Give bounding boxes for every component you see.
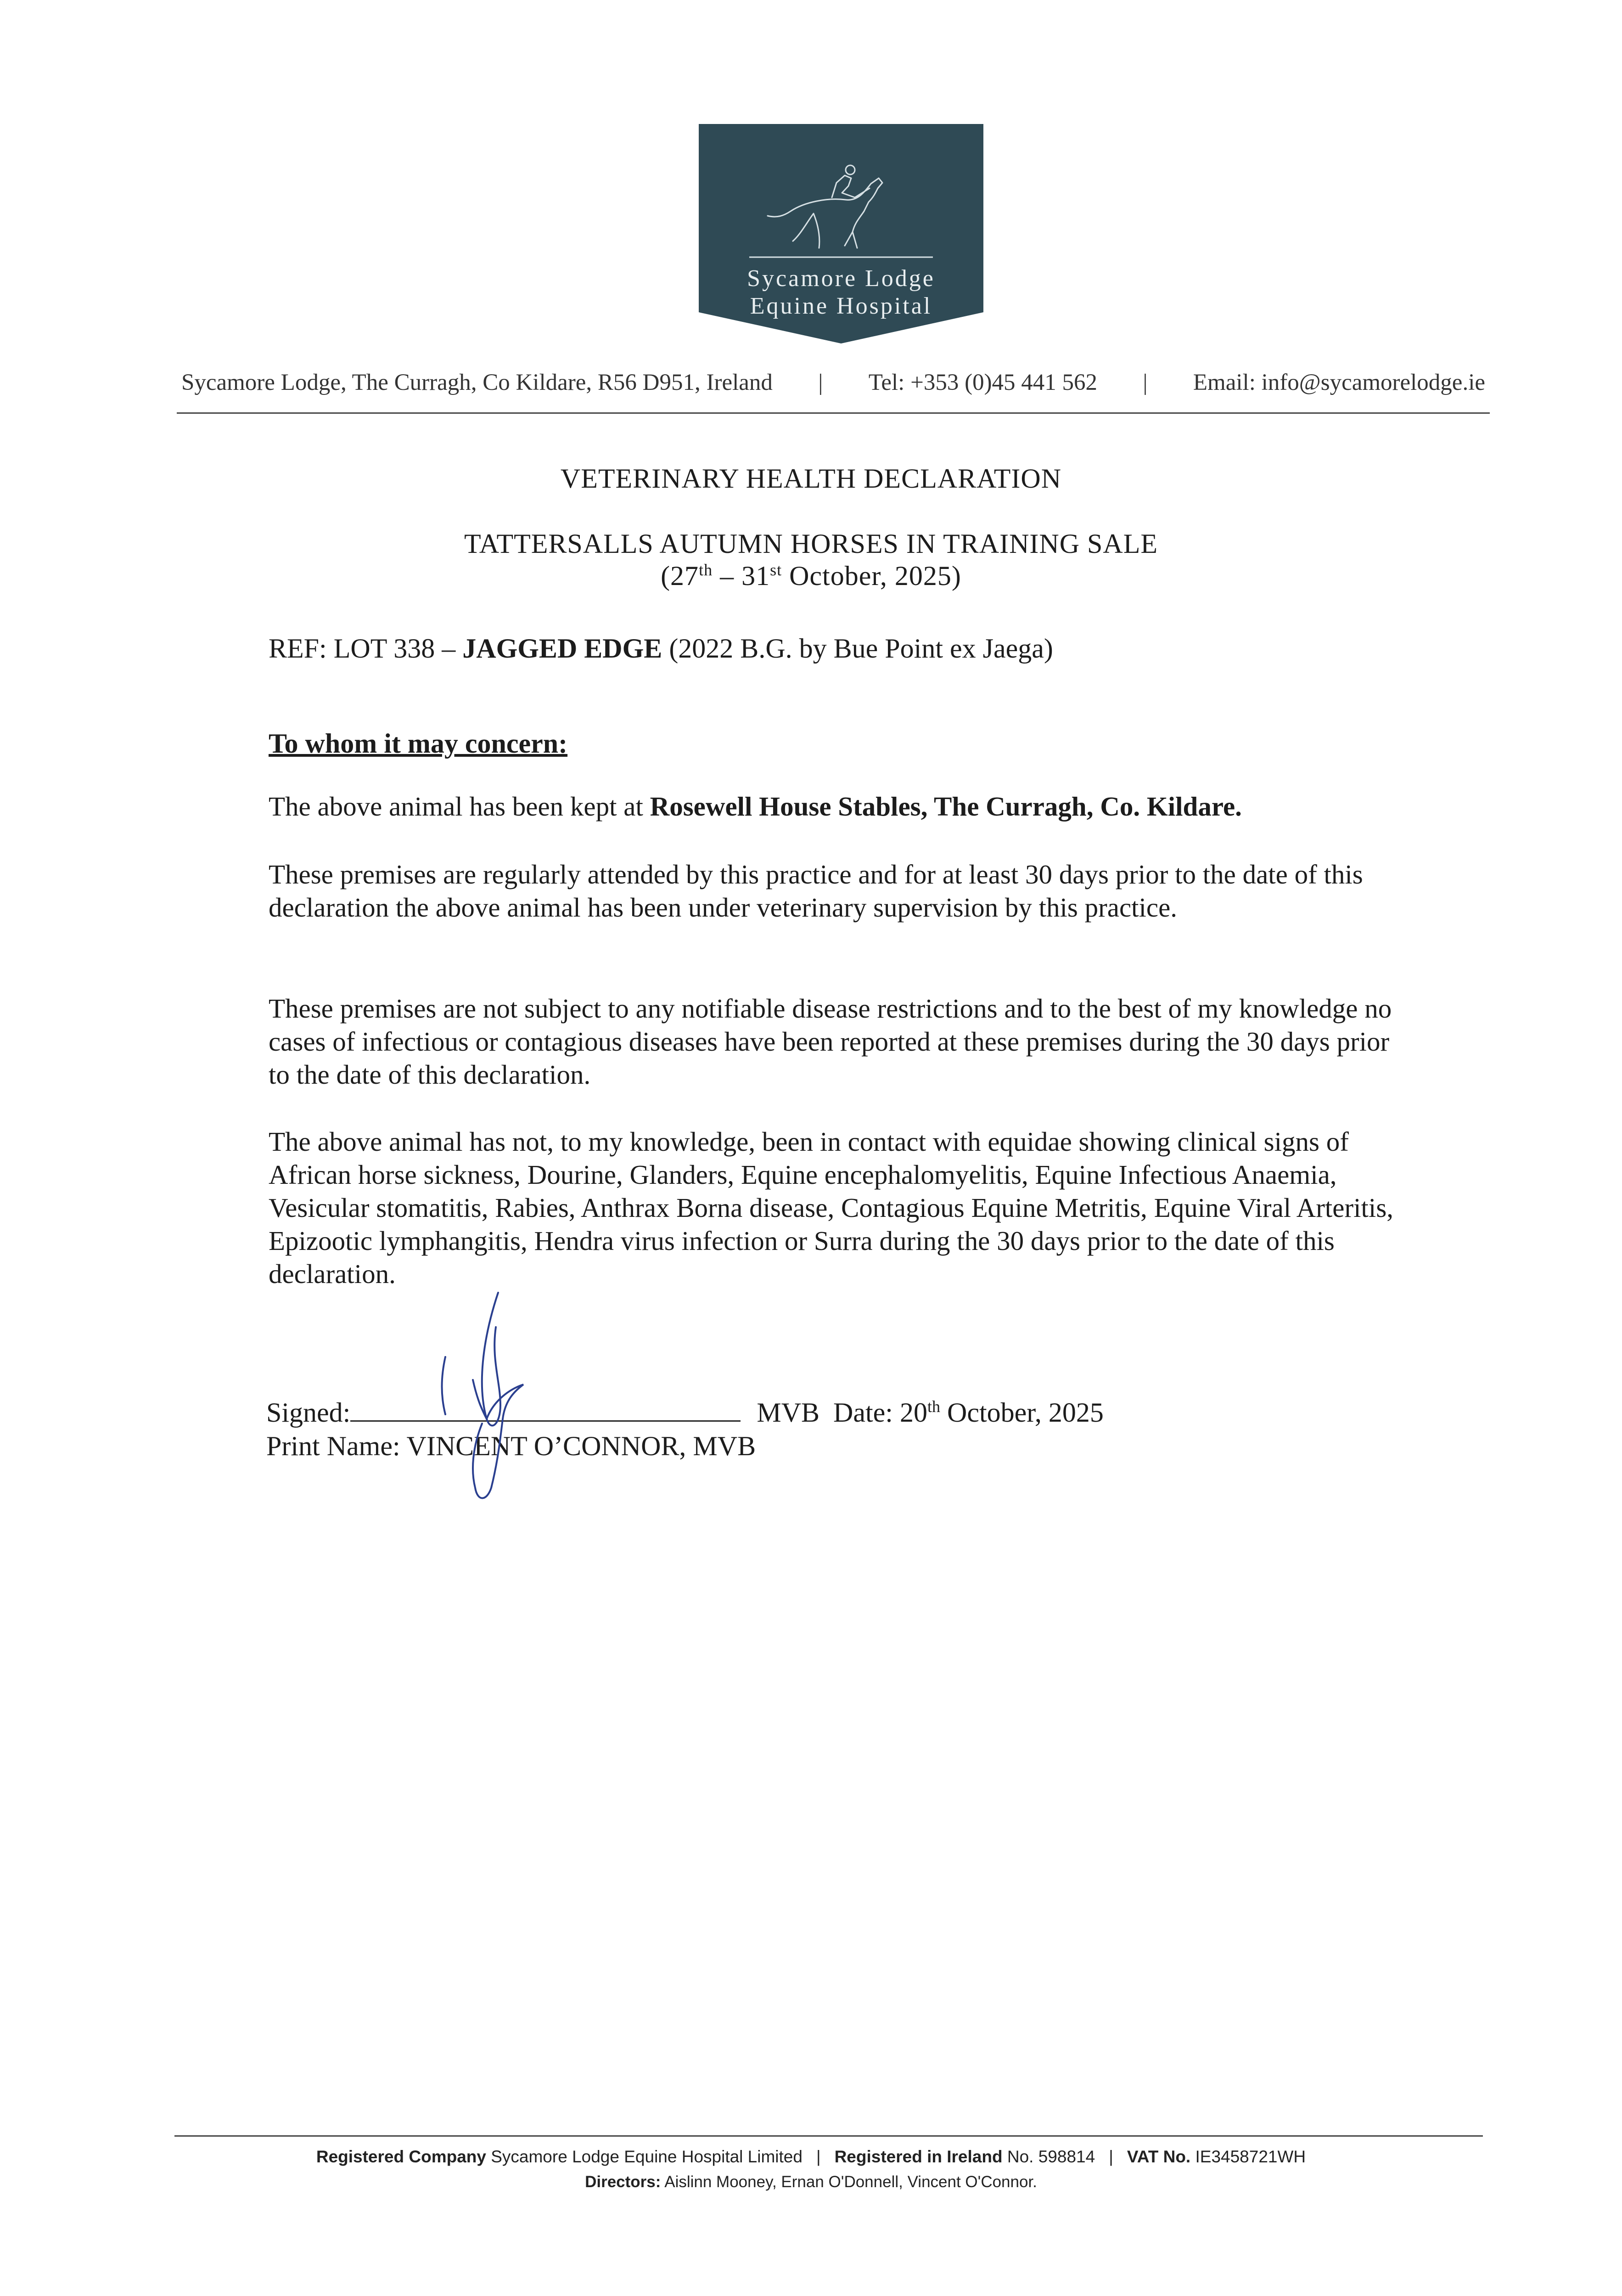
paragraph-supervision: These premises are regularly attended by this practice and for at least 30 days prior to the date of this declaration the above animal has been under veterinary supervision by this practice.: [269, 859, 1363, 923]
address-bar: [181, 366, 1485, 399]
separator: |: [1143, 370, 1148, 395]
paragraph-contact: The above animal has not, to my knowledge, been in contact with equidae showing clinical signs of African horse sickness, Dourine, Glanders, Equine encephalomyelitis, Equine Infectious Anaemia, Vesicular stomatitis, Rabies, Anthrax Borna disease, Contagious Equine Metritis, Equine Viral Arteritis, Epizootic lymphangitis, Hendra virus infection or Surra during the 30 days prior to the date of this declaration.: [269, 1126, 1394, 1289]
signature-line: Signed: MVB Date: 20th October, 2025: [266, 1397, 1104, 1428]
sale-dates: (27th – 31st October, 2025): [661, 561, 961, 591]
paragraph-restrictions: These premises are not subject to any notifiable disease restrictions and to the best of my knowledge no cases of infectious or contagious diseases have been reported at these premises during the 30 days prior to the date of this declaration.: [269, 993, 1392, 1090]
premises-name: Rosewell House Stables, The Curragh, Co. Kildare.: [650, 791, 1242, 822]
handwritten-signature: [413, 1286, 578, 1525]
lot-reference: REF: LOT 338 – JAGGED EDGE (2022 B.G. by Bue Point ex Jaega): [269, 633, 1053, 664]
salutation: To whom it may concern:: [269, 728, 568, 759]
header-divider: [177, 412, 1490, 414]
document-heading: VETERINARY HEALTH DECLARATION: [560, 463, 1062, 494]
logo-line1: Sycamore Lodge: [747, 265, 935, 292]
footer-directors: Directors: Aislinn Mooney, Ernan O'Donnell, Vincent O'Connor.: [585, 2173, 1037, 2191]
print-name: Print Name: VINCENT O’CONNOR, MVB: [266, 1431, 756, 1461]
paragraph-premises: The above animal has been kept at Rosewell House Stables, The Curragh, Co. Kildare.: [269, 791, 1242, 822]
horse-name: JAGGED EDGE: [462, 633, 662, 664]
logo-line2: Equine Hospital: [750, 293, 932, 319]
address: Sycamore Lodge, The Curragh, Co Kildare, R56 D951, Ireland: [181, 370, 773, 395]
telephone: Tel: +353 (0)45 441 562: [868, 370, 1098, 395]
logo-badge: [699, 124, 983, 343]
footer-divider: [174, 2135, 1483, 2137]
sale-title: TATTERSALLS AUTUMN HORSES IN TRAINING SALE: [464, 529, 1158, 559]
hospital-logo: [699, 124, 983, 343]
email-address: Email: info@sycamorelodge.ie: [1193, 370, 1485, 395]
declaration-date: Date: 20th October, 2025: [833, 1397, 1104, 1428]
footer-registration: Registered Company Sycamore Lodge Equine Hospital Limited | Registered in Ireland No. 598814 | VAT No. IE3458721WH: [316, 2147, 1306, 2166]
separator: |: [818, 370, 823, 395]
